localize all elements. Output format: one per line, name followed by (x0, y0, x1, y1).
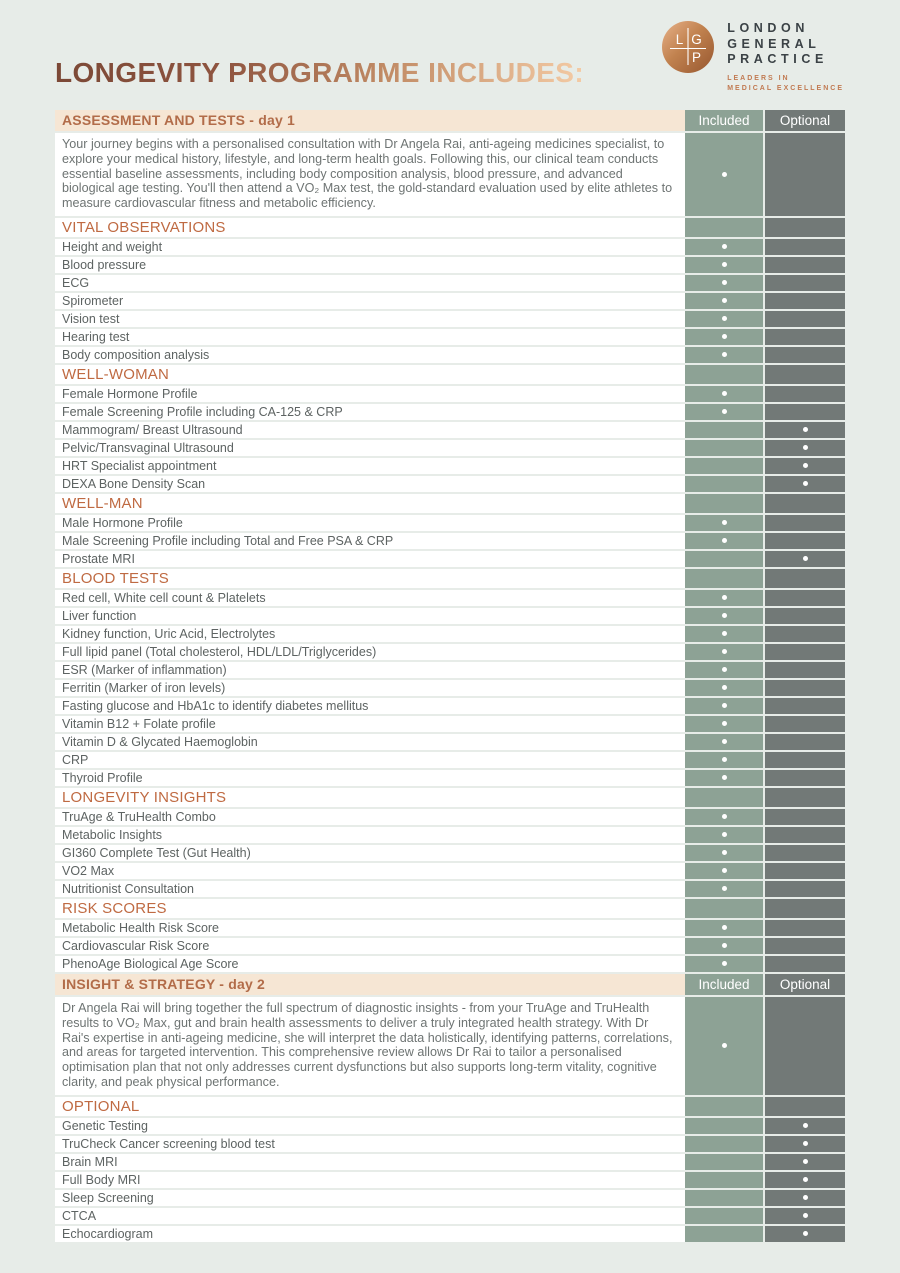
section-title-row (55, 569, 845, 588)
lgp-logo (662, 21, 844, 94)
included-cell (685, 997, 763, 1095)
row-label: DEXA Bone Density Scan (55, 476, 685, 492)
row-label: Full Body MRI (55, 1172, 685, 1188)
included-cell (685, 239, 763, 255)
row-label: Pelvic/Transvaginal Ultrasound (55, 440, 685, 456)
optional-cell (765, 1190, 845, 1206)
included-dot (722, 244, 727, 249)
included-cell (685, 920, 763, 936)
row-label: Metabolic Health Risk Score (55, 920, 685, 936)
table-row (55, 551, 845, 567)
table-row (55, 698, 845, 714)
included-dot (722, 850, 727, 855)
optional-cell (765, 845, 845, 861)
table-row (55, 827, 845, 843)
row-label: Male Hormone Profile (55, 515, 685, 531)
optional-dot (803, 427, 808, 432)
table-row (55, 881, 845, 897)
table-row (55, 440, 845, 456)
included-cell (685, 1190, 763, 1206)
optional-cell (765, 133, 845, 216)
row-label: Thyroid Profile (55, 770, 685, 786)
section-title: WELL-WOMAN (55, 365, 685, 384)
paragraph-row (55, 997, 845, 1095)
included-dot (722, 298, 727, 303)
table-row (55, 662, 845, 678)
row-label: Cardiovascular Risk Score (55, 938, 685, 954)
optional-cell (765, 698, 845, 714)
included-cell (685, 257, 763, 273)
included-cell (685, 218, 763, 237)
section-title-row (55, 1097, 845, 1116)
included-cell (685, 662, 763, 678)
optional-cell (765, 569, 845, 588)
row-label: Liver function (55, 608, 685, 624)
optional-cell (765, 275, 845, 291)
optional-cell (765, 293, 845, 309)
included-dot (722, 316, 727, 321)
included-cell (685, 404, 763, 420)
included-dot (722, 334, 727, 339)
section-title: RISK SCORES (55, 899, 685, 918)
row-label: Female Screening Profile including CA-125 & CRP (55, 404, 685, 420)
optional-cell (765, 938, 845, 954)
table-row (55, 386, 845, 402)
table-row (55, 608, 845, 624)
paragraph-text: Dr Angela Rai will bring together the full spectrum of diagnostic insights - from your TruAge and TruHealth results to VO₂ Max, gut and brain health assessments to deliver a truly integrated health strategy. With Dr Rai's expertise in anti-ageing medicine, she will interpret the data holistically, identifying patterns, correlations, and areas for targeted intervention. This comprehensive review allows Dr Rai to tailor a personalised optimisation plan that not only addresses current dysfunctions but also supports long-term vitality, cognitive clarity, and peak physical performance. (55, 997, 685, 1095)
table-row (55, 920, 845, 936)
included-cell (685, 863, 763, 879)
optional-cell (765, 311, 845, 327)
row-label: Full lipid panel (Total cholesterol, HDL/LDL/Triglycerides) (55, 644, 685, 660)
optional-dot (803, 1231, 808, 1236)
table-row (55, 1172, 845, 1188)
included-dot (722, 775, 727, 780)
row-label: CTCA (55, 1208, 685, 1224)
included-cell (685, 458, 763, 474)
included-cell (685, 1097, 763, 1116)
included-cell (685, 569, 763, 588)
row-label: Brain MRI (55, 1154, 685, 1170)
table-row (55, 626, 845, 642)
row-label: Male Screening Profile including Total and Free PSA & CRP (55, 533, 685, 549)
row-label: Red cell, White cell count & Platelets (55, 590, 685, 606)
optional-cell (765, 440, 845, 456)
row-label: CRP (55, 752, 685, 768)
optional-cell (765, 458, 845, 474)
optional-cell (765, 626, 845, 642)
optional-cell (765, 863, 845, 879)
optional-cell (765, 218, 845, 237)
included-cell (685, 533, 763, 549)
row-label: ECG (55, 275, 685, 291)
optional-dot (803, 1159, 808, 1164)
logo-tagline-line: LEADERS IN (727, 74, 790, 82)
svg-text:L: L (675, 32, 684, 47)
optional-dot (803, 1177, 808, 1182)
included-dot (722, 814, 727, 819)
day-header-row (55, 974, 845, 995)
included-cell (685, 644, 763, 660)
row-label: Prostate MRI (55, 551, 685, 567)
column-header-included: Included (685, 974, 763, 995)
included-cell (685, 386, 763, 402)
optional-cell (765, 827, 845, 843)
optional-cell (765, 590, 845, 606)
column-header-optional: Optional (765, 110, 845, 131)
optional-cell (765, 1208, 845, 1224)
table-row (55, 311, 845, 327)
table-row (55, 1118, 845, 1134)
included-dot (722, 868, 727, 873)
row-label: TruCheck Cancer screening blood test (55, 1136, 685, 1152)
table-row (55, 1154, 845, 1170)
included-cell (685, 734, 763, 750)
included-cell (685, 551, 763, 567)
row-label: Vitamin B12 + Folate profile (55, 716, 685, 732)
table-row (55, 752, 845, 768)
table-row (55, 770, 845, 786)
optional-cell (765, 716, 845, 732)
svg-text:P: P (692, 50, 702, 65)
optional-cell (765, 608, 845, 624)
optional-cell (765, 494, 845, 513)
included-cell (685, 680, 763, 696)
table-row (55, 515, 845, 531)
included-cell (685, 293, 763, 309)
row-label: Nutritionist Consultation (55, 881, 685, 897)
section-title: VITAL OBSERVATIONS (55, 218, 685, 237)
paragraph-row (55, 133, 845, 216)
optional-cell (765, 386, 845, 402)
optional-cell (765, 329, 845, 345)
row-label: Body composition analysis (55, 347, 685, 363)
optional-cell (765, 1118, 845, 1134)
row-label: TruAge & TruHealth Combo (55, 809, 685, 825)
optional-cell (765, 365, 845, 384)
table-row (55, 863, 845, 879)
table-row (55, 422, 845, 438)
table-row (55, 293, 845, 309)
included-cell (685, 1226, 763, 1242)
included-dot (722, 520, 727, 525)
row-label: Kidney function, Uric Acid, Electrolytes (55, 626, 685, 642)
row-label: Height and weight (55, 239, 685, 255)
included-cell (685, 347, 763, 363)
included-dot (722, 961, 727, 966)
included-cell (685, 956, 763, 972)
section-title: BLOOD TESTS (55, 569, 685, 588)
row-label: Hearing test (55, 329, 685, 345)
included-dot (722, 280, 727, 285)
included-dot (722, 172, 727, 177)
optional-dot (803, 481, 808, 486)
logo-name-line: GENERAL (727, 36, 821, 51)
optional-cell (765, 997, 845, 1095)
optional-cell (765, 239, 845, 255)
section-title: OPTIONAL (55, 1097, 685, 1116)
logo-text (727, 21, 844, 94)
optional-dot (803, 556, 808, 561)
included-dot (722, 595, 727, 600)
table-row (55, 404, 845, 420)
row-label: Vitamin D & Glycated Haemoglobin (55, 734, 685, 750)
optional-dot (803, 445, 808, 450)
included-dot (722, 721, 727, 726)
included-cell (685, 1208, 763, 1224)
optional-dot (803, 1123, 808, 1128)
included-cell (685, 788, 763, 807)
page-title: LONGEVITY PROGRAMME INCLUDES: (55, 57, 585, 88)
included-cell (685, 809, 763, 825)
section-title-row (55, 218, 845, 237)
column-header-optional: Optional (765, 974, 845, 995)
table-row (55, 938, 845, 954)
table-row (55, 476, 845, 492)
optional-cell (765, 1136, 845, 1152)
table-row (55, 956, 845, 972)
optional-cell (765, 1226, 845, 1242)
included-dot (722, 649, 727, 654)
included-cell (685, 440, 763, 456)
row-label: VO2 Max (55, 863, 685, 879)
table-row (55, 533, 845, 549)
included-cell (685, 422, 763, 438)
table-row (55, 644, 845, 660)
section-title: LONGEVITY INSIGHTS (55, 788, 685, 807)
lgp-monogram-icon (662, 21, 714, 73)
optional-cell (765, 809, 845, 825)
included-cell (685, 827, 763, 843)
row-label: Metabolic Insights (55, 827, 685, 843)
row-label: Spirometer (55, 293, 685, 309)
included-dot (722, 739, 727, 744)
included-cell (685, 311, 763, 327)
row-label: PhenoAge Biological Age Score (55, 956, 685, 972)
table-row (55, 1208, 845, 1224)
table-row (55, 716, 845, 732)
included-cell (685, 476, 763, 492)
day-header-row (55, 110, 845, 131)
included-cell (685, 608, 763, 624)
row-label: Fasting glucose and HbA1c to identify diabetes mellitus (55, 698, 685, 714)
optional-cell (765, 515, 845, 531)
column-header-included: Included (685, 110, 763, 131)
table-row (55, 1136, 845, 1152)
included-cell (685, 1118, 763, 1134)
optional-cell (765, 788, 845, 807)
optional-dot (803, 1195, 808, 1200)
row-label: Vision test (55, 311, 685, 327)
included-cell (685, 938, 763, 954)
included-dot (722, 262, 727, 267)
table-row (55, 275, 845, 291)
included-dot (722, 832, 727, 837)
svg-text:G: G (691, 32, 702, 47)
row-label: Female Hormone Profile (55, 386, 685, 402)
optional-cell (765, 533, 845, 549)
included-dot (722, 538, 727, 543)
optional-cell (765, 1097, 845, 1116)
optional-cell (765, 644, 845, 660)
included-cell (685, 590, 763, 606)
table-row (55, 845, 845, 861)
included-cell (685, 626, 763, 642)
included-dot (722, 886, 727, 891)
optional-cell (765, 1154, 845, 1170)
table-row (55, 329, 845, 345)
programme-table (55, 110, 845, 1242)
optional-cell (765, 257, 845, 273)
row-label: Ferritin (Marker of iron levels) (55, 680, 685, 696)
included-dot (722, 631, 727, 636)
optional-dot (803, 1213, 808, 1218)
table-row (55, 680, 845, 696)
section-title: WELL-MAN (55, 494, 685, 513)
logo-name (727, 21, 844, 68)
logo-name-line: PRACTICE (727, 52, 828, 66)
row-label: HRT Specialist appointment (55, 458, 685, 474)
table-row (55, 458, 845, 474)
optional-cell (765, 1172, 845, 1188)
table-row (55, 590, 845, 606)
row-label: Sleep Screening (55, 1190, 685, 1206)
included-dot (722, 391, 727, 396)
included-cell (685, 515, 763, 531)
included-cell (685, 770, 763, 786)
table-row (55, 809, 845, 825)
included-cell (685, 1172, 763, 1188)
row-label: GI360 Complete Test (Gut Health) (55, 845, 685, 861)
optional-cell (765, 881, 845, 897)
paragraph-text: Your journey begins with a personalised consultation with Dr Angela Rai, anti-ageing medicines specialist, to explore your medical history, lifestyle, and long-term health goals. Following this, our clinical team conducts essential baseline assessments, including body composition analysis, blood pressure, and advanced biological age testing. You'll then attend a VO₂ Max test, the gold-standard evaluation used by elite athletes to measure cardiovascular fitness and metabolic efficiency. (55, 133, 685, 216)
optional-cell (765, 920, 845, 936)
row-label: Echocardiogram (55, 1226, 685, 1242)
included-dot (722, 352, 727, 357)
logo-name-line: LONDON (727, 21, 809, 35)
row-label: Mammogram/ Breast Ultrasound (55, 422, 685, 438)
included-cell (685, 698, 763, 714)
included-dot (722, 613, 727, 618)
table-row (55, 239, 845, 255)
logo-tagline-line: MEDICAL EXCELLENCE (727, 84, 844, 92)
included-cell (685, 329, 763, 345)
included-cell (685, 716, 763, 732)
row-label: Blood pressure (55, 257, 685, 273)
included-cell (685, 752, 763, 768)
table-row (55, 347, 845, 363)
optional-dot (803, 1141, 808, 1146)
row-label: ESR (Marker of inflammation) (55, 662, 685, 678)
section-title-row (55, 788, 845, 807)
row-label: Genetic Testing (55, 1118, 685, 1134)
optional-cell (765, 680, 845, 696)
included-cell (685, 881, 763, 897)
optional-cell (765, 752, 845, 768)
optional-cell (765, 476, 845, 492)
optional-cell (765, 662, 845, 678)
table-row (55, 257, 845, 273)
included-dot (722, 703, 727, 708)
optional-cell (765, 956, 845, 972)
day-header-label: ASSESSMENT AND TESTS - day 1 (55, 110, 685, 131)
included-cell (685, 899, 763, 918)
day-header-label: INSIGHT & STRATEGY - day 2 (55, 974, 685, 995)
included-cell (685, 365, 763, 384)
included-cell (685, 1136, 763, 1152)
optional-cell (765, 347, 845, 363)
included-dot (722, 925, 727, 930)
included-dot (722, 1043, 727, 1048)
table-row (55, 1190, 845, 1206)
section-title-row (55, 494, 845, 513)
optional-cell (765, 899, 845, 918)
optional-cell (765, 734, 845, 750)
included-cell (685, 275, 763, 291)
optional-cell (765, 551, 845, 567)
included-cell (685, 494, 763, 513)
included-dot (722, 943, 727, 948)
optional-cell (765, 404, 845, 420)
table-row (55, 734, 845, 750)
included-dot (722, 685, 727, 690)
included-cell (685, 1154, 763, 1170)
included-dot (722, 667, 727, 672)
included-dot (722, 409, 727, 414)
section-title-row (55, 365, 845, 384)
included-dot (722, 757, 727, 762)
logo-tagline (727, 74, 844, 94)
included-cell (685, 845, 763, 861)
table-row (55, 1226, 845, 1242)
optional-cell (765, 770, 845, 786)
optional-dot (803, 463, 808, 468)
section-title-row (55, 899, 845, 918)
included-cell (685, 133, 763, 216)
optional-cell (765, 422, 845, 438)
